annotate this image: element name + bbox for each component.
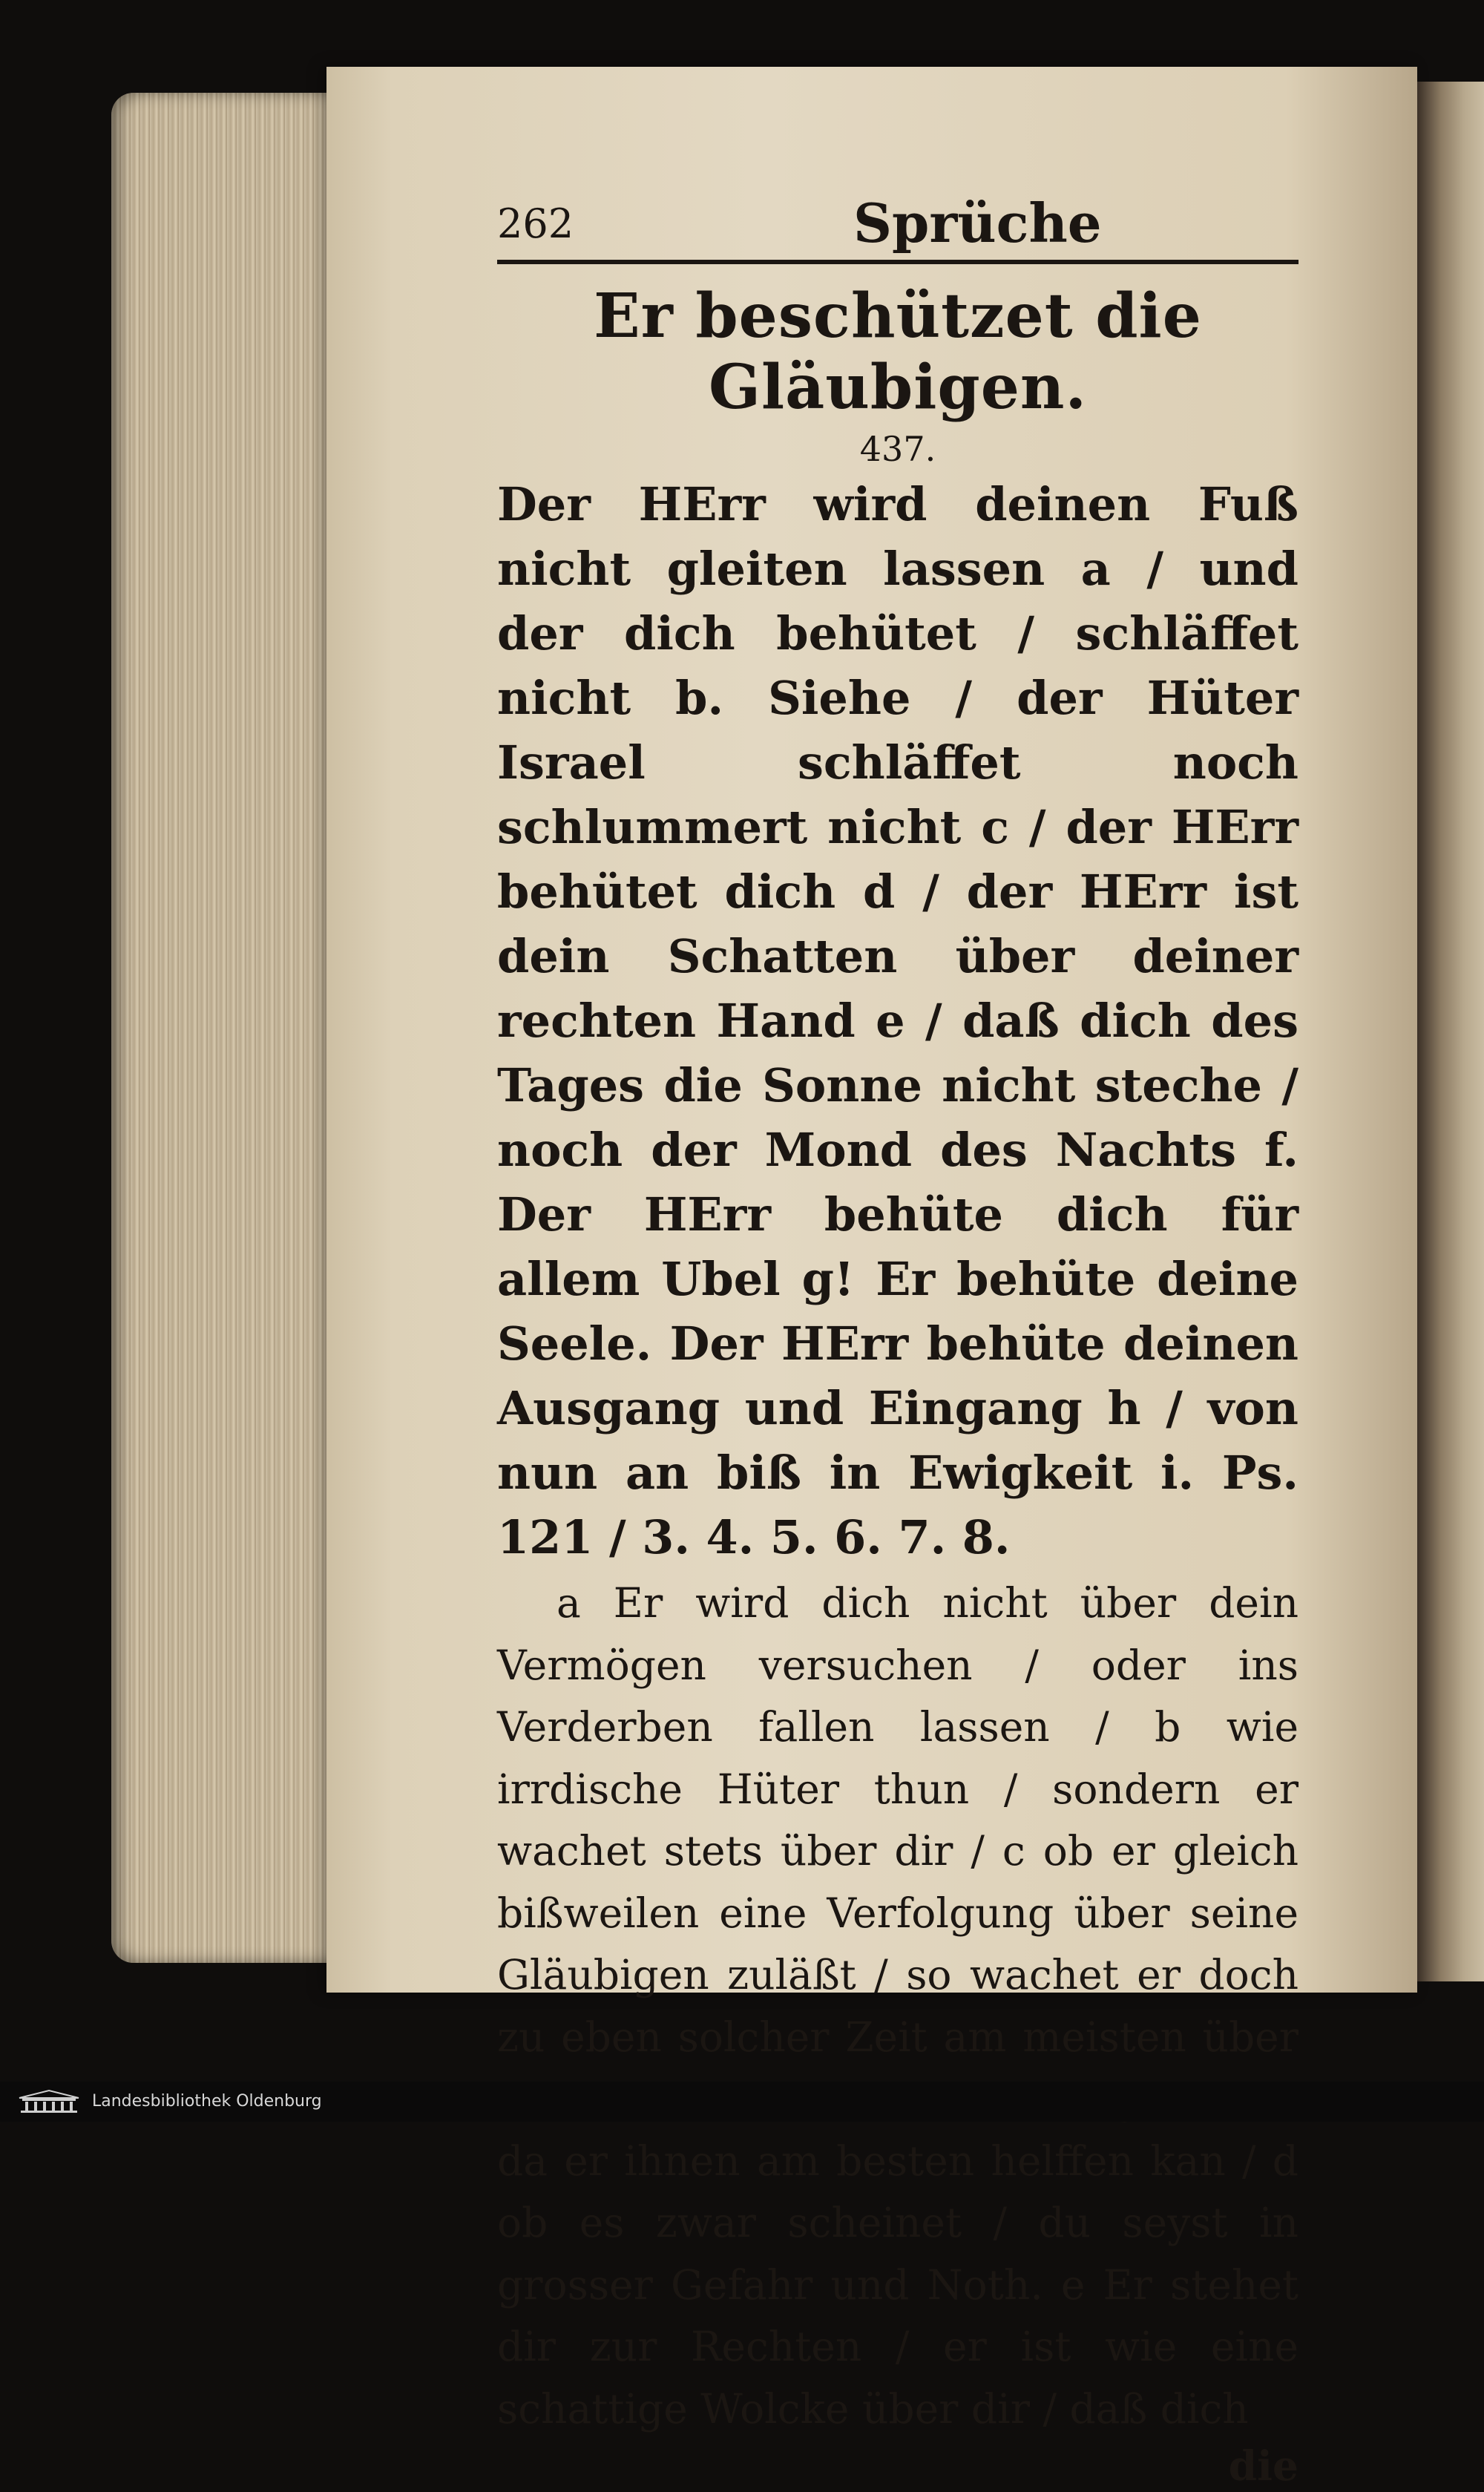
library-building-icon xyxy=(16,2089,82,2114)
catchword: die xyxy=(1228,2442,1298,2490)
footer-library-name: Landesbibliothek Oldenburg xyxy=(92,2092,322,2111)
page-edges xyxy=(111,93,334,1963)
verse-number: 437. xyxy=(859,429,936,469)
running-head xyxy=(497,186,1298,267)
running-title: Sprüche xyxy=(853,191,1102,255)
footnotes-text: a Er wird dich nicht über dein Vermögen versuchen / oder ins Verderben fallen lassen / b wie irrdische Hüter thun / sondern er wachet stets über dir / c ob er gleich bißweilen eine Verfolgung über seine Gläubigen zuläßt / so wachet er doch zu eben solcher Zeit am meisten über da er ihnen am besten helffen kan / d ob es zwar scheinet / du seyst in grosser Gefahr und Noth. e Er stehet dir zur Rechten / er ist wie eine schattige Wolcke über dir / daß dich xyxy=(497,1579,1298,2433)
scripture-text: Der HErr wird deinen Fuß nicht gleiten lassen a / und der dich behütet / schläffet nicht b. Siehe / der Hüter Israel schläffet noch schlummert nicht c / der HErr behütet dich d / der HErr ist dein Schatten über deiner rechten Hand e / daß dich des Tages die Sonne nicht steche / noch der Mond des Nachts f. Der HErr behüte dich für allem Ubel g! Er behüte deine Seele. Der HErr behüte deinen Ausgang und Eingang h / von nun an biß in Ewigkeit i. Ps. 121 / 3. 4. 5. 6. 7. 8. xyxy=(497,477,1298,1564)
footer-bar xyxy=(0,2082,1484,2122)
page-content xyxy=(497,186,1298,2492)
book-gutter xyxy=(1417,82,1484,1981)
book-page xyxy=(326,67,1417,2490)
section-title: Er beschützet die Gläubigen. xyxy=(594,281,1202,423)
page-number: 262 xyxy=(497,200,574,247)
header-rule xyxy=(497,260,1298,264)
